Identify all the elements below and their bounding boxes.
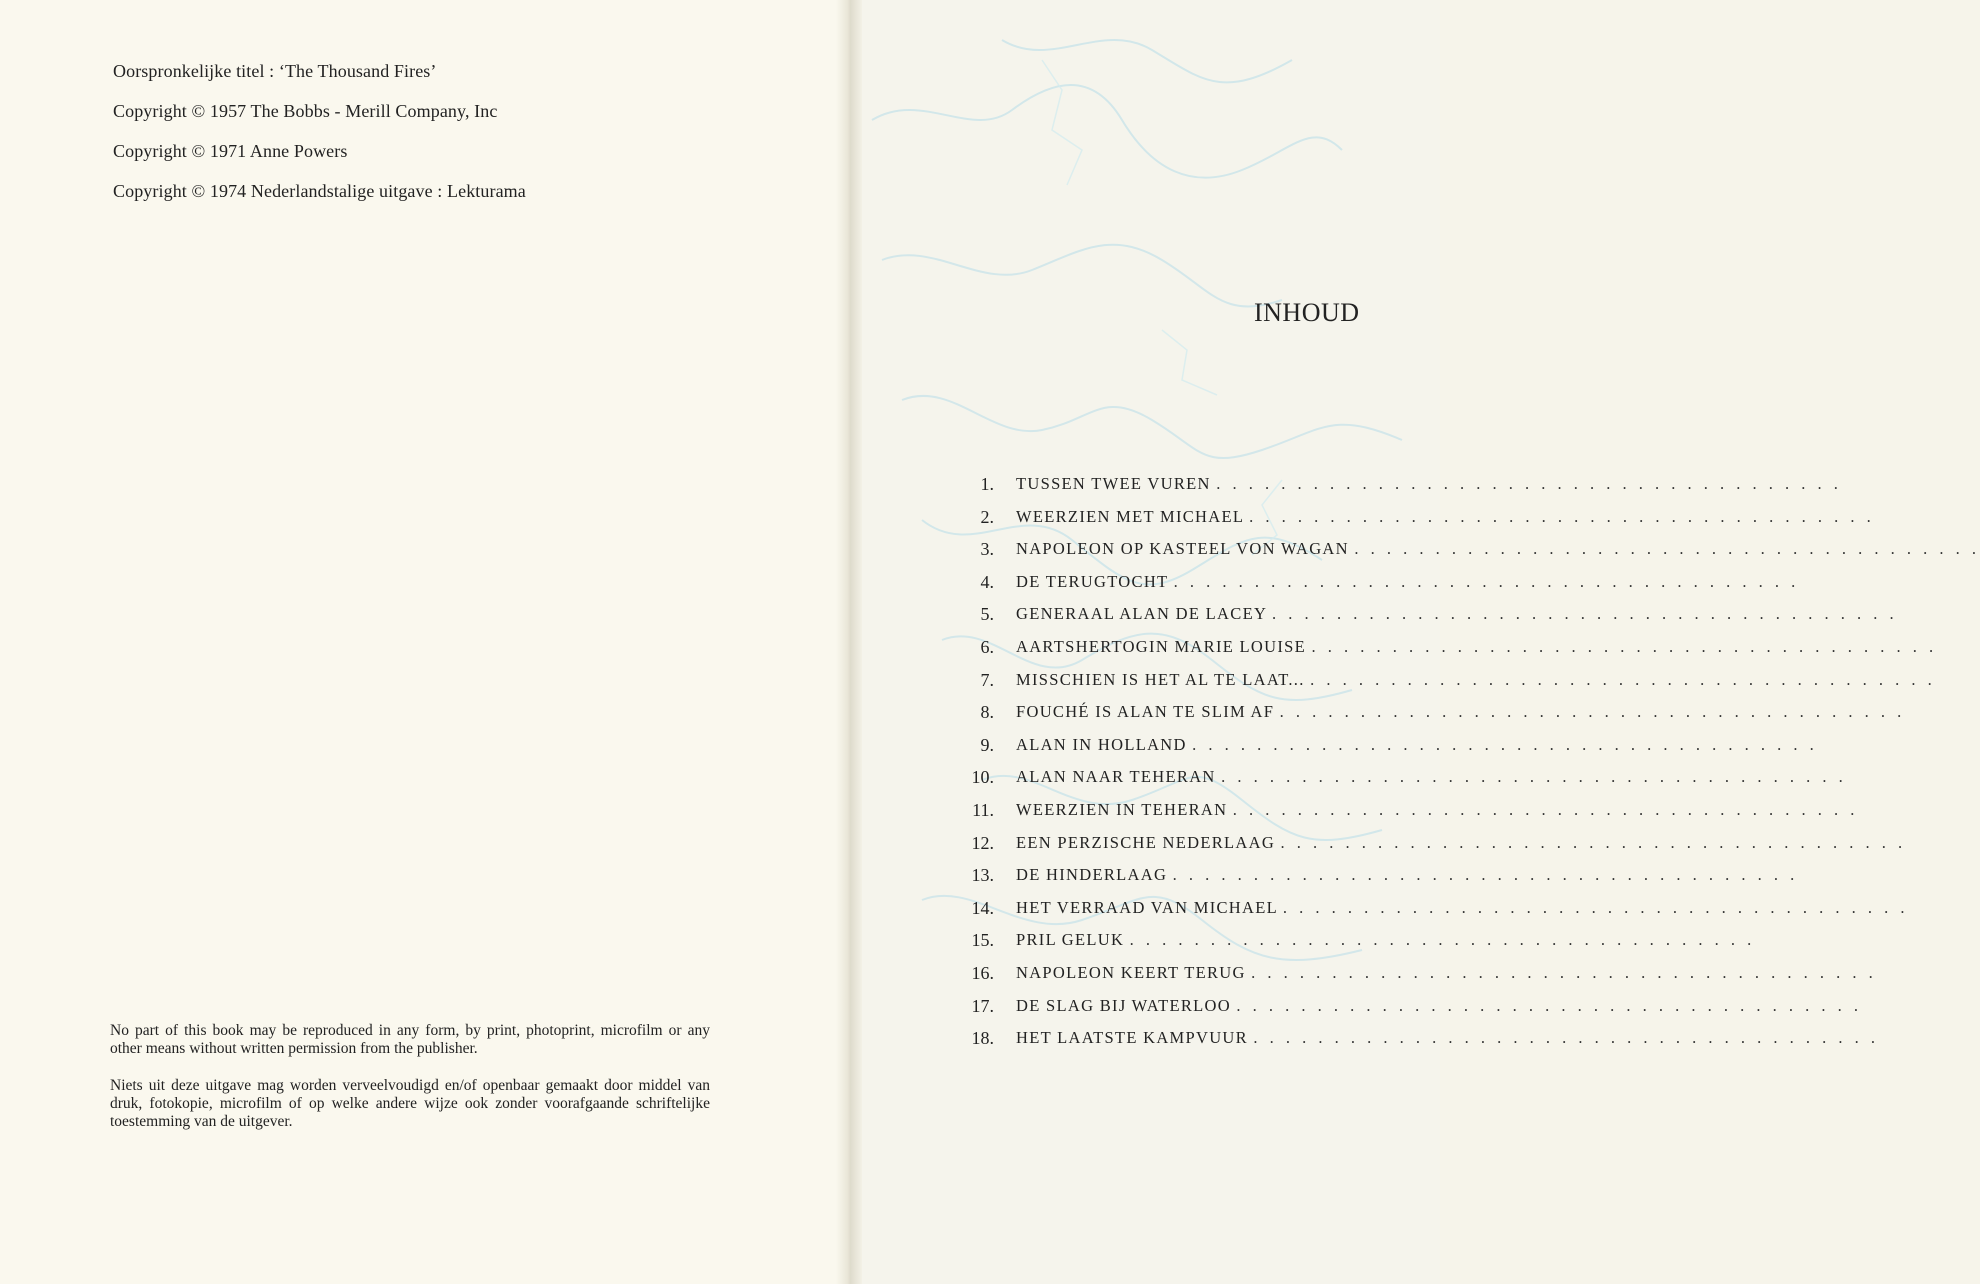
- chapter-title-row: [1016, 533, 1980, 565]
- chapter-number: 15.: [971, 930, 994, 951]
- chapter-title-row: [1016, 729, 1818, 761]
- leader-dots: . . . . . . . . . . . . . . . . . . . . . . . . . . . . . . . . . . . . . . .: [1354, 539, 1980, 559]
- leader-dots: . . . . . . . . . . . . . . . . . . . . . . . . . . . . . . . . . . . . . . .: [1251, 962, 1877, 982]
- leader-dots: . . . . . . . . . . . . . . . . . . . . . . . . . . . . . . . . . . . . . . .: [1253, 1028, 1880, 1048]
- legal-notice-dutch: Niets uit deze uitgave mag worden verveelvoudigd en/of openbaar gemaakt door middel van druk, fotokopie, microfilm of op welke andere wijze ook zonder voorafgaande schriftelijke toestemming van de uitgever.: [110, 1077, 710, 1130]
- leader-dots: . . . . . . . . . . . . . . . . . . . . . . . . . . . . . . . . . . . . . . .: [1173, 571, 1800, 591]
- leader-dots: . . . . . . . . . . . . . . . . . . . . . . . . . . . . . . . . . . . . . . .: [1272, 604, 1898, 624]
- toc-entry: [948, 924, 1756, 957]
- chapter-title-row: [1016, 468, 1842, 500]
- chapter-title: MISSCHIEN IS HET AL TE LAAT...: [1016, 669, 1305, 689]
- chapter-number: 5.: [980, 604, 994, 625]
- leader-dots: . . . . . . . . . . . . . . . . . . . . . . . . . . . . . . . . . . . . . . .: [1280, 832, 1907, 852]
- leader-dots: . . . . . . . . . . . . . . . . . . . . . . . . . . . . . . . . . . . . . . .: [1216, 474, 1842, 493]
- chapter-number: 16.: [971, 962, 994, 983]
- chapter-number: 4.: [980, 571, 994, 592]
- leader-dots: . . . . . . . . . . . . . . . . . . . . . . . . . . . . . . . . . . . . . . .: [1279, 702, 1906, 722]
- chapter-title-row: [1016, 827, 1907, 859]
- original-title-line: Oorspronkelijke titel : ‘The Thousand Fires’: [113, 61, 437, 81]
- toc-entry: [948, 468, 1842, 501]
- chapter-title: NAPOLEON KEERT TERUG: [1016, 962, 1246, 982]
- chapter-title-row: [1016, 631, 1938, 663]
- chapter-title-row: [1016, 696, 1906, 728]
- toc-entry: [948, 664, 1936, 697]
- chapter-number: 11.: [972, 799, 994, 820]
- chapter-title: ALAN NAAR TEHERAN: [1016, 767, 1216, 787]
- chapter-number: 8.: [980, 702, 994, 723]
- toc-entry: [948, 598, 1898, 631]
- toc-entry: [948, 566, 1800, 599]
- leader-dots: . . . . . . . . . . . . . . . . . . . . . . . . . . . . . . . . . . . . . . .: [1172, 865, 1799, 885]
- chapter-number: 17.: [971, 995, 994, 1016]
- chapter-title: EEN PERZISCHE NEDERLAAG: [1016, 832, 1276, 852]
- chapter-number: 12.: [971, 832, 994, 853]
- leader-dots: . . . . . . . . . . . . . . . . . . . . . . . . . . . . . . . . . . . . . . .: [1192, 734, 1818, 754]
- chapter-title: ALAN IN HOLLAND: [1016, 734, 1187, 754]
- chapter-title: DE TERUGTOCHT: [1016, 571, 1169, 591]
- leader-dots: . . . . . . . . . . . . . . . . . . . . . . . . . . . . . . . . . . . . . . .: [1311, 636, 1938, 656]
- chapter-title: FOUCHÉ IS ALAN TE SLIM AF: [1016, 702, 1275, 722]
- chapter-title-row: [1016, 794, 1859, 826]
- toc-entry: [948, 1022, 1880, 1055]
- chapter-title-row: [1016, 1022, 1880, 1054]
- chapter-title-row: [1016, 957, 1877, 989]
- table-of-contents: [948, 468, 1980, 1055]
- toc-entry: [948, 696, 1906, 729]
- chapter-title-row: [1016, 501, 1875, 533]
- chapter-number: 13.: [971, 865, 994, 886]
- chapter-number: 7.: [980, 669, 994, 690]
- toc-entry: [948, 533, 1980, 566]
- chapter-title-row: [1016, 566, 1800, 598]
- copyright-line-1957: Copyright © 1957 The Bobbs - Merill Company, Inc: [113, 101, 498, 121]
- copyright-block: [113, 60, 526, 220]
- chapter-number: 9.: [980, 734, 994, 755]
- left-page: [0, 0, 848, 1284]
- chapter-title: AARTSHERTOGIN MARIE LOUISE: [1016, 636, 1307, 656]
- chapter-title-row: [1016, 924, 1756, 956]
- chapter-title-row: [1016, 761, 1847, 793]
- leader-dots: . . . . . . . . . . . . . . . . . . . . . . . . . . . . . . . . . . . . . . .: [1129, 930, 1756, 950]
- toc-entry: [948, 827, 1907, 860]
- chapter-title: NAPOLEON OP KASTEEL VON WAGAN: [1016, 539, 1349, 559]
- legal-notice-english: No part of this book may be reproduced in any form, by print, photoprint, microfilm or any other means without written permission from the publisher.: [110, 1022, 710, 1057]
- copyright-line-1971: Copyright © 1971 Anne Powers: [113, 141, 348, 161]
- chapter-number: 2.: [980, 506, 994, 527]
- leader-dots: . . . . . . . . . . . . . . . . . . . . . . . . . . . . . . . . . . . . . . .: [1310, 669, 1936, 689]
- chapter-title: PRIL GELUK: [1016, 930, 1125, 950]
- chapter-number: 6.: [980, 636, 994, 657]
- chapter-number: 1.: [980, 474, 994, 494]
- chapter-title-row: [1016, 990, 1863, 1022]
- chapter-title: DE SLAG BIJ WATERLOO: [1016, 995, 1231, 1015]
- chapter-title: TUSSEN TWEE VUREN: [1016, 474, 1211, 493]
- book-gutter: [836, 0, 862, 1284]
- chapter-title: WEERZIEN MET MICHAEL: [1016, 506, 1244, 526]
- chapter-title-row: [1016, 598, 1898, 630]
- chapter-title: HET VERRAAD VAN MICHAEL: [1016, 897, 1278, 917]
- leader-dots: . . . . . . . . . . . . . . . . . . . . . . . . . . . . . . . . . . . . . . .: [1282, 897, 1909, 917]
- legal-notice: [110, 1022, 710, 1150]
- toc-entry: [948, 501, 1875, 534]
- toc-entry: [948, 761, 1847, 794]
- leader-dots: . . . . . . . . . . . . . . . . . . . . . . . . . . . . . . . . . . . . . . .: [1232, 799, 1859, 819]
- chapter-title: DE HINDERLAAG: [1016, 865, 1168, 885]
- toc-entry: [948, 631, 1938, 664]
- copyright-line-1974: Copyright © 1974 Nederlandstalige uitgave : Lekturama: [113, 181, 526, 201]
- chapter-number: 14.: [971, 897, 994, 918]
- chapter-title-row: [1016, 859, 1799, 891]
- toc-entry: [948, 957, 1877, 990]
- chapter-title: WEERZIEN IN TEHERAN: [1016, 799, 1228, 819]
- chapter-number: 10.: [971, 767, 994, 788]
- toc-entry: [948, 892, 1909, 925]
- chapter-title: GENERAAL ALAN DE LACEY: [1016, 604, 1267, 624]
- chapter-title-row: [1016, 892, 1909, 924]
- chapter-title: HET LAATSTE KAMPVUUR: [1016, 1028, 1248, 1048]
- toc-entry: [948, 729, 1818, 762]
- toc-entry: [948, 990, 1863, 1023]
- chapter-number: 18.: [971, 1028, 994, 1049]
- toc-entry: [948, 794, 1859, 827]
- leader-dots: . . . . . . . . . . . . . . . . . . . . . . . . . . . . . . . . . . . . . . .: [1249, 506, 1875, 526]
- toc-heading: INHOUD: [1254, 298, 1360, 327]
- chapter-number: 3.: [980, 539, 994, 560]
- leader-dots: . . . . . . . . . . . . . . . . . . . . . . . . . . . . . . . . . . . . . . .: [1221, 767, 1847, 787]
- leader-dots: . . . . . . . . . . . . . . . . . . . . . . . . . . . . . . . . . . . . . . .: [1236, 995, 1863, 1015]
- chapter-title-row: [1016, 664, 1936, 696]
- toc-entry: [948, 859, 1799, 892]
